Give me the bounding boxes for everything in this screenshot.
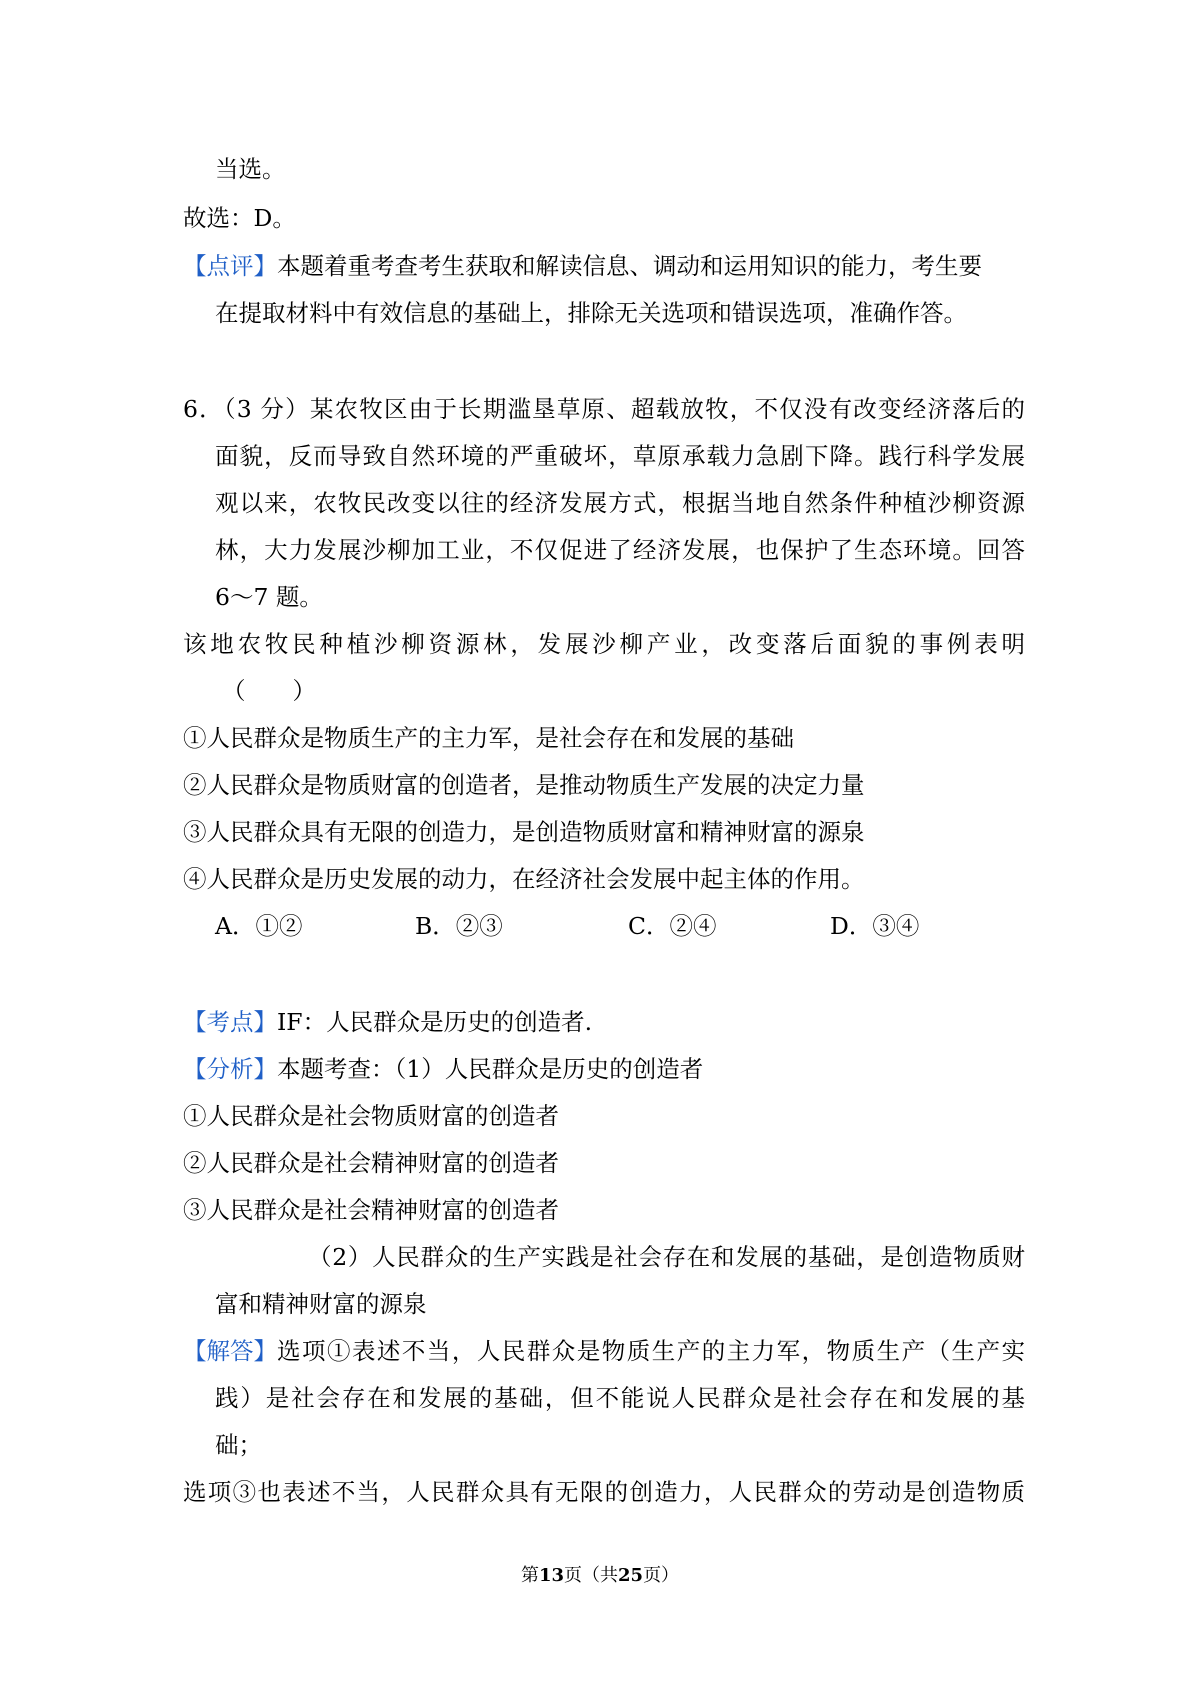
prev-comment-line-2: 在提取材料中有效信息的基础上，排除无关选项和错误选项，准确作答。	[215, 299, 967, 327]
prev-answer-tail: 当选。	[215, 155, 286, 183]
fenxi-line	[183, 1054, 703, 1084]
q6-stem-line-5: 6～7 题。	[215, 583, 323, 611]
q6-stem-line-4: 林，大力发展沙柳加工业，不仅促进了经济发展，也保护了生态环境。回答	[215, 536, 1025, 564]
q6-statement-2: ②人民群众是物质财富的创造者，是推动物质生产发展的决定力量	[183, 771, 865, 799]
page-footer	[0, 1564, 1200, 1588]
kaodian-text: IF：人民群众是历史的创造者.	[277, 1008, 593, 1036]
fenxi-point-3: ③人民群众是社会精神财富的创造者	[183, 1196, 559, 1224]
jieda-line-4: 选项③也表述不当，人民群众具有无限的创造力，人民群众的劳动是创造物质	[183, 1478, 1025, 1506]
fenxi-text: 本题考查：（1）人民群众是历史的创造者	[277, 1055, 704, 1083]
jieda-line-2: 践）是社会存在和发展的基础，但不能说人民群众是社会存在和发展的基	[215, 1384, 1025, 1412]
q6-statement-1: ①人民群众是物质生产的主力军，是社会存在和发展的基础	[183, 724, 794, 752]
fenxi-tag: 【分析】	[183, 1055, 277, 1083]
q6-question-line-1: 该地农牧民种植沙柳资源林，发展沙柳产业，改变落后面貌的事例表明	[183, 630, 1025, 658]
option-a: A．①②	[215, 912, 303, 940]
q6-options-row	[0, 911, 1200, 941]
q6-stem-line-3: 观以来，农牧民改变以往的经济发展方式，根据当地自然条件种植沙柳资源	[215, 489, 1025, 517]
q6-statement-3: ③人民群众具有无限的创造力，是创造物质财富和精神财富的源泉	[183, 818, 865, 846]
q6-stem-line-2: 面貌，反而导致自然环境的严重破坏，草原承载力急剧下降。践行科学发展	[215, 442, 1025, 470]
kaodian-line	[183, 1007, 592, 1037]
q6-question-blank: （ ）	[222, 677, 316, 705]
q6-statement-4: ④人民群众是历史发展的动力，在经济社会发展中起主体的作用。	[183, 865, 865, 893]
q6-stem-line-1: 6．（3 分）某农牧区由于长期滥垦草原、超载放牧，不仅没有改变经济落后的	[183, 395, 1025, 423]
option-c: C．②④	[628, 912, 717, 940]
footer-mid: 页（共	[564, 1565, 618, 1586]
jieda-line-3: 础；	[215, 1431, 262, 1459]
footer-page-number: 13	[538, 1565, 564, 1586]
jieda-line-1	[183, 1336, 1025, 1366]
option-d: D．③④	[830, 912, 920, 940]
footer-total-pages: 25	[618, 1565, 644, 1586]
kaodian-tag: 【考点】	[183, 1008, 277, 1036]
option-b: B．②③	[415, 912, 503, 940]
jieda-tag: 【解答】	[183, 1337, 277, 1365]
fenxi-point-1: ①人民群众是社会物质财富的创造者	[183, 1102, 559, 1130]
jieda-text-1: 选项①表述不当，人民群众是物质生产的主力军，物质生产（生产实	[277, 1337, 1025, 1365]
comment-text-1: 本题着重考查考生获取和解读信息、调动和运用知识的能力，考生要	[277, 252, 982, 280]
footer-pre: 第	[520, 1565, 539, 1586]
prev-comment-line-1	[183, 251, 982, 281]
footer-post: 页）	[643, 1565, 680, 1586]
fenxi-point2-line-1: （2）人民群众的生产实践是社会存在和发展的基础，是创造物质财	[308, 1243, 1025, 1271]
fenxi-point-2: ②人民群众是社会精神财富的创造者	[183, 1149, 559, 1177]
fenxi-point2-line-2: 富和精神财富的源泉	[215, 1290, 427, 1318]
prev-conclusion: 故选：D。	[183, 204, 296, 232]
comment-tag: 【点评】	[183, 252, 277, 280]
